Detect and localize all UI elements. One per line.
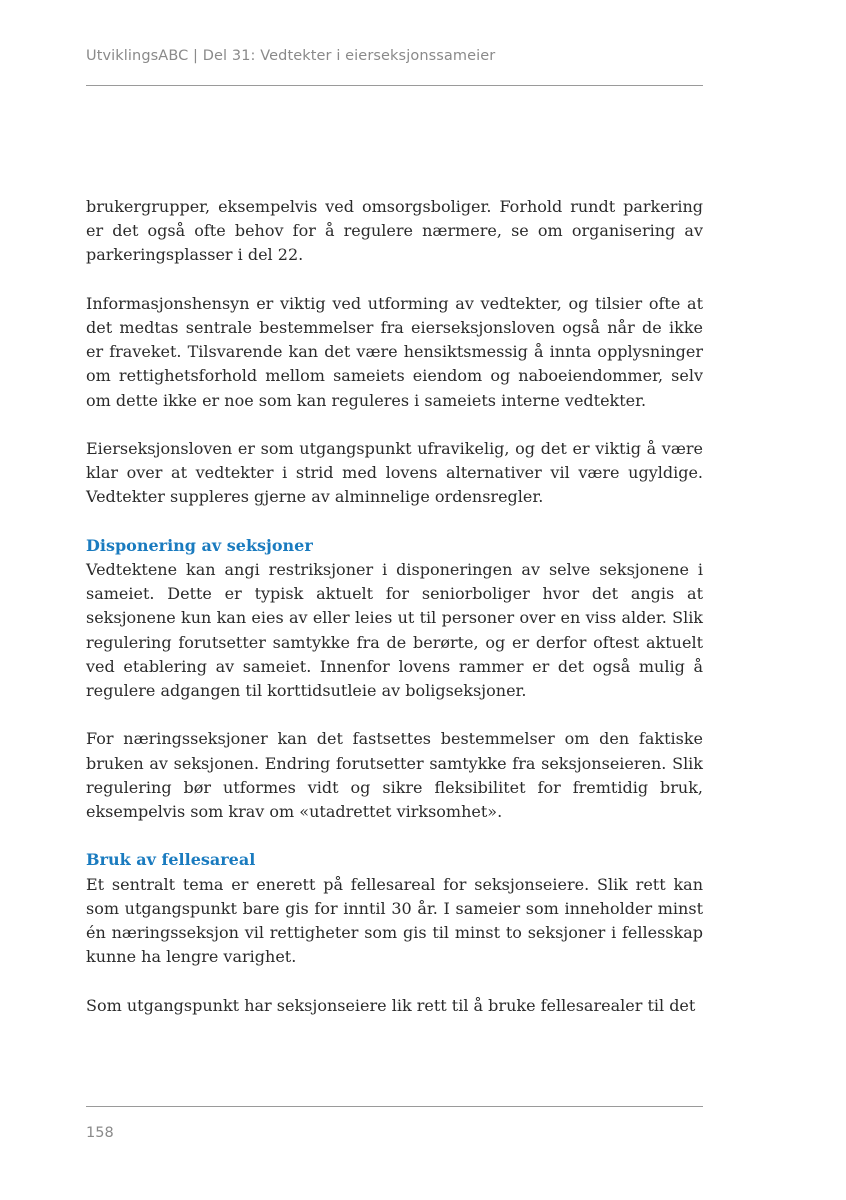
paragraph-intro-1: brukergrupper, eksempelvis ved omsorgsboliger. Forhold rundt parkering er det også ofte behov for å regulere nærmere, se om organisering av parkeringsplasser i del 22. (86, 197, 703, 265)
footer-divider (86, 1106, 703, 1107)
paragraph-fellesareal-1: Et sentralt tema er enerett på fellesareal for seksjonseiere. Slik rett kan som utgangspunkt bare gis for inntil 30 år. I sameier som inneholder minst én næringsseksjon vil rettigheter som gis til minst to seksjoner i fellesskap kunne ha lengre varighet. (86, 874, 703, 967)
section-heading-fellesareal: Bruk av fellesareal (86, 850, 256, 870)
page-number: 158 (86, 1125, 114, 1141)
header-divider (86, 85, 703, 86)
paragraph-intro-2: Informasjonshensyn er viktig ved utforming av vedtekter, og tilsier ofte at det medtas sentrale bestemmelser fra eierseksjonsloven også når de ikke er fraveket. Tilsvarende kan det være hensiktsmessig å innta opplysninger om rettighetsforhold mellom sameiets eiendom og naboeiendommer, selv om dette ikke er noe som kan reguleres i sameiets interne vedtekter. (86, 293, 703, 410)
paragraph-disponering-2: For næringsseksjoner kan det fastsettes bestemmelser om den faktiske bruken av seksjonen. Endring forutsetter samtykke fra seksjonseieren. Slik regulering bør utformes vidt og sikre fleksibilitet for fremtidig bruk, eksempelvis som krav om «utadrettet virksomhet». (86, 729, 703, 822)
running-header: UtviklingsABC | Del 31: Vedtekter i eierseksjonssameier (86, 48, 496, 64)
paragraph-fellesareal-2: Som utgangspunkt har seksjonseiere lik rett til å bruke fellesarealer til det (86, 995, 696, 1015)
paragraph-intro-3: Eierseksjonsloven er som utgangspunkt ufravikelig, og det er viktig å være klar over at vedtekter i strid med lovens alternativer vil være ugyldige. Vedtekter suppleres gjerne av alminnelige ordensregler. (86, 439, 703, 507)
page-body (86, 195, 703, 1018)
section-heading-disponering: Disponering av seksjoner (86, 535, 313, 555)
paragraph-disponering-1: Vedtektene kan angi restriksjoner i disponeringen av selve seksjonene i sameiet. Dette er typisk aktuelt for seniorboliger hvor det angis at seksjonene kun kan eies av eller leies ut til personer over en viss alder. Slik regulering forutsetter samtykke fra de berørte, og er derfor oftest aktuelt ved etablering av sameiet. Innenfor lovens rammer er det også mulig å regulere adgangen til korttidsutleie av boligseksjoner. (86, 560, 703, 701)
